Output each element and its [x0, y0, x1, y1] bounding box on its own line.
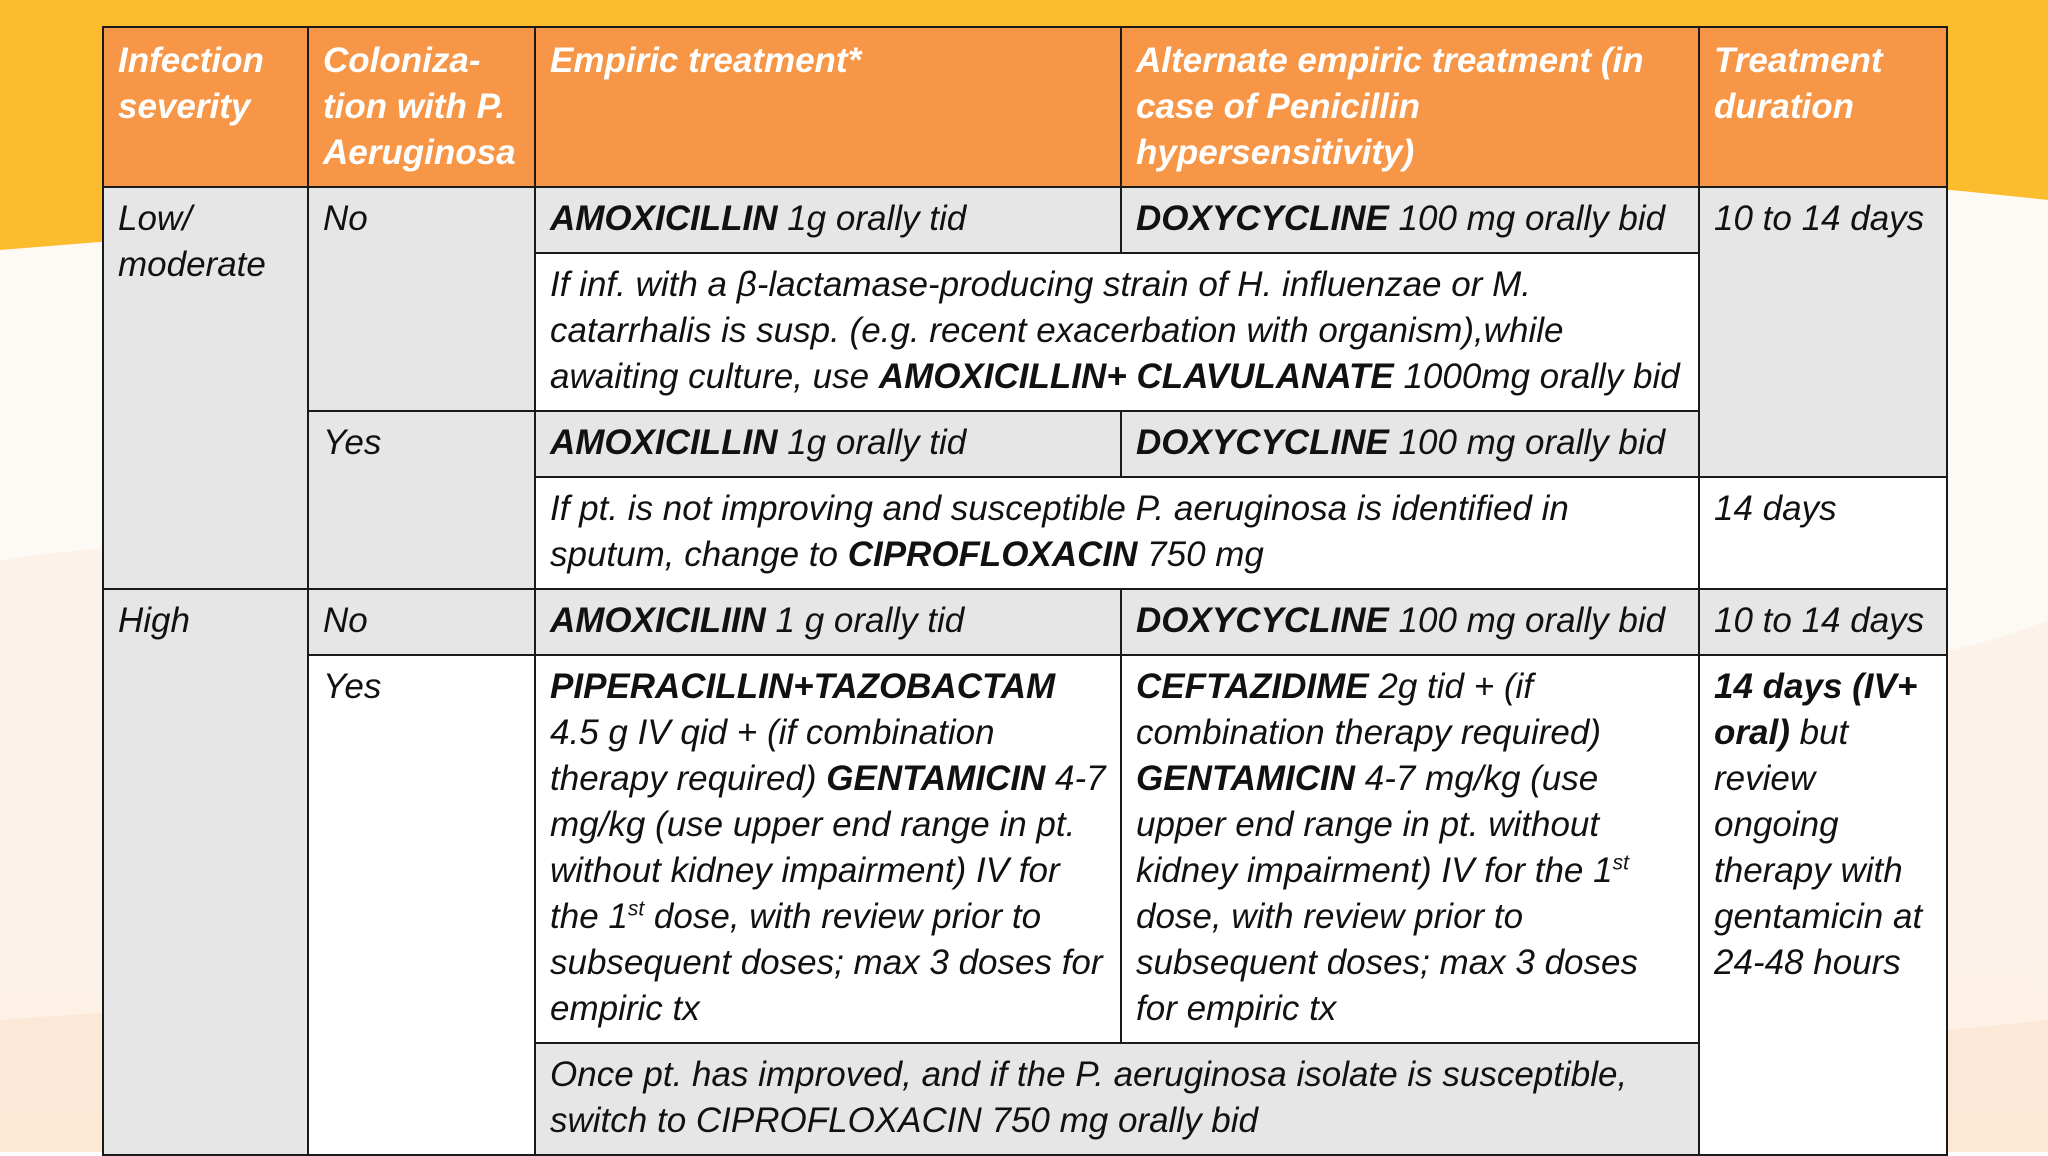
header-treatment-duration: Treatment duration	[1699, 27, 1947, 187]
empiric-treatment-cell	[535, 411, 1121, 477]
drug-name: GENTAMICIN	[826, 759, 1046, 798]
duration-note: 14 days	[1699, 477, 1947, 589]
dose: 100 mg orally bid	[1388, 423, 1666, 462]
drug-name: AMOXICILLIN+ CLAVULANATE	[878, 357, 1394, 396]
empiric-treatment-cell	[535, 589, 1121, 655]
dose: 100 mg orally bid	[1388, 199, 1666, 238]
drug-name: DOXYCYCLINE	[1136, 199, 1389, 238]
header-infection-severity: Infection severity	[103, 27, 308, 187]
empiric-treatment-cell	[535, 655, 1121, 1043]
colonization-yes: Yes	[308, 411, 535, 589]
colonization-yes: Yes	[308, 655, 535, 1155]
note-text: If pt. is not improving and susceptible P. aeruginosa is identified in sputum, change to	[550, 489, 1569, 574]
treatment-note	[535, 477, 1699, 589]
duration-text: but review ongoing therapy with gentamicin at 24-48 hours	[1714, 713, 1923, 982]
drug-name: PIPERACILLIN+TAZOBACTAM	[550, 667, 1056, 706]
duration-high-no: 10 to 14 days	[1699, 589, 1947, 655]
dose: 1g orally tid	[777, 199, 967, 238]
dose: 1 g orally tid	[765, 601, 965, 640]
dose: 4-7 mg/kg (use upper end range in pt. without kidney impairment) IV for the 1	[1136, 759, 1613, 890]
dose: 750 mg	[1137, 535, 1264, 574]
drug-name: CEFTAZIDIME	[1136, 667, 1369, 706]
dose: 1000mg orally bid	[1393, 357, 1680, 396]
dose: dose, with review prior to subsequent doses; max 3 doses for empiric tx	[1136, 897, 1638, 1028]
colonization-no: No	[308, 589, 535, 655]
dose: dose, with review prior to subsequent doses; max 3 doses for empiric tx	[550, 897, 1103, 1028]
dose: 100 mg orally bid	[1388, 601, 1666, 640]
dose: 4-7 mg/kg (use upper end range in pt. without kidney impairment) IV for the 1	[550, 759, 1106, 936]
treatment-note	[535, 253, 1699, 411]
table-row	[103, 187, 1947, 253]
treatment-table	[102, 26, 1948, 1156]
drug-name: DOXYCYCLINE	[1136, 423, 1389, 462]
superscript: st	[1612, 851, 1629, 875]
duration-high-yes	[1699, 655, 1947, 1155]
dose: 1g orally tid	[777, 423, 967, 462]
dose: 2g tid + (if combination therapy required)	[1136, 667, 1601, 752]
severity-low-moderate: Low/ moderate	[103, 187, 308, 589]
duration-low-moderate: 10 to 14 days	[1699, 187, 1947, 477]
alternate-treatment-cell	[1121, 655, 1699, 1043]
alternate-treatment-cell	[1121, 589, 1699, 655]
empiric-treatment-cell	[535, 187, 1121, 253]
drug-name: GENTAMICIN	[1136, 759, 1356, 798]
table-row	[103, 655, 1947, 1043]
header-colonization: Coloniza-tion with P. Aeruginosa	[308, 27, 535, 187]
drug-name: AMOXICILLIN	[550, 423, 778, 462]
note-text: If inf. with a β-lactamase-producing strain of H. influenzae or M. catarrhalis is susp. (e.g. recent exacerbation with organism),while awaiting culture, use	[550, 265, 1564, 396]
treatment-note: Once pt. has improved, and if the P. aeruginosa isolate is susceptible, switch to CIPROFLOXACIN 750 mg orally bid	[535, 1043, 1699, 1155]
drug-name: AMOXICILIIN	[550, 601, 766, 640]
drug-name: AMOXICILLIN	[550, 199, 778, 238]
dose: 4.5 g IV qid + (if combination therapy required)	[550, 713, 995, 798]
alternate-treatment-cell	[1121, 187, 1699, 253]
table-row	[103, 411, 1947, 477]
drug-name: CIPROFLOXACIN	[847, 535, 1138, 574]
duration-bold: 14 days (IV+ oral)	[1714, 667, 1918, 752]
superscript: st	[627, 897, 645, 921]
alternate-treatment-cell	[1121, 411, 1699, 477]
table-header-row	[103, 27, 1947, 187]
table-row	[103, 589, 1947, 655]
drug-name: DOXYCYCLINE	[1136, 601, 1389, 640]
header-alternate-treatment: Alternate empiric treatment (in case of Penicillin hypersensitivity)	[1121, 27, 1699, 187]
severity-high: High	[103, 589, 308, 1155]
colonization-no: No	[308, 187, 535, 411]
header-empiric-treatment: Empiric treatment*	[535, 27, 1121, 187]
